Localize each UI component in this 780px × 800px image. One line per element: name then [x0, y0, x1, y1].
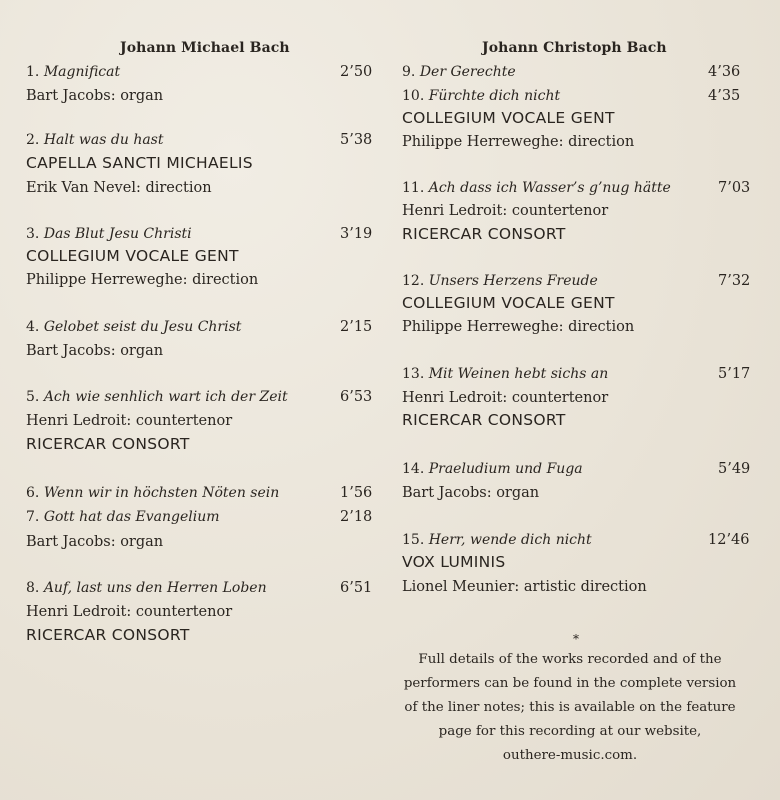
track-number: 14.	[402, 461, 425, 477]
ensemble-name: RICERCAR CONSORT	[26, 435, 190, 453]
performer-credit: Henri Ledroit: countertenor	[26, 413, 233, 429]
track-title	[26, 486, 279, 500]
performer-credit: Erik Van Nevel: direction	[26, 180, 212, 196]
track-title	[402, 533, 592, 547]
track-number: 4.	[26, 319, 40, 335]
track-duration: 4’36	[708, 64, 741, 80]
track-number: 12.	[402, 273, 425, 289]
track-duration: 2’15	[340, 319, 373, 335]
track-title	[26, 390, 288, 404]
track-title-text: Unsers Herzens Freude	[428, 273, 598, 289]
track-duration: 1’56	[340, 485, 373, 501]
performer-credit: Philippe Herreweghe: direction	[402, 319, 635, 335]
footnote-line: outhere-music.com.	[502, 748, 638, 763]
ensemble-name: COLLEGIUM VOCALE GENT	[402, 294, 615, 312]
performer-credit: Bart Jacobs: organ	[26, 534, 164, 550]
track-duration: 6’51	[340, 580, 373, 596]
track-duration: 6’53	[340, 389, 373, 405]
track-title-text: Der Gerechte	[419, 64, 516, 80]
track-title	[26, 320, 241, 334]
track-title-text: Fürchte dich nicht	[428, 88, 561, 104]
performer-credit: Lionel Meunier: artistic direction	[402, 579, 647, 595]
performer-credit: Philippe Herreweghe: direction	[26, 272, 259, 288]
track-title-text: Mit Weinen hebt sichs an	[428, 366, 609, 382]
track-duration: 3’19	[340, 226, 373, 242]
track-title	[402, 181, 671, 195]
track-number: 2.	[26, 132, 40, 148]
track-title	[402, 65, 516, 79]
track-title	[26, 227, 192, 241]
track-title-text: Das Blut Jesu Christi	[43, 226, 192, 242]
track-number: 8.	[26, 580, 40, 596]
performer-credit: Philippe Herreweghe: direction	[402, 134, 635, 150]
composer-heading: Johann Christoph Bach	[482, 40, 667, 56]
track-title-text: Ach wie senhlich wart ich der Zeit	[43, 389, 288, 405]
track-title	[402, 274, 598, 288]
track-title-text: Gott hat das Evangelium	[43, 509, 220, 525]
track-duration: 5’17	[718, 366, 751, 382]
track-duration: 12’46	[708, 532, 750, 548]
performer-credit: Bart Jacobs: organ	[402, 485, 540, 501]
ensemble-name: CAPELLA SANCTI MICHAELIS	[26, 154, 253, 172]
track-title	[26, 581, 267, 595]
track-duration: 5’38	[340, 132, 373, 148]
track-title-text: Ach dass ich Wasser’s g’nug hätte	[428, 180, 671, 196]
track-number: 11.	[402, 180, 425, 196]
track-title-text: Gelobet seist du Jesu Christ	[43, 319, 242, 335]
track-duration: 4’35	[708, 88, 741, 104]
performer-credit: Bart Jacobs: organ	[26, 343, 164, 359]
performer-credit: Henri Ledroit: countertenor	[402, 203, 609, 219]
track-title-text: Magnificat	[43, 64, 121, 80]
track-duration: 5’49	[718, 461, 751, 477]
track-title-text: Halt was du hast	[43, 132, 164, 148]
ensemble-name: COLLEGIUM VOCALE GENT	[26, 247, 239, 265]
track-title-text: Praeludium und Fuga	[428, 461, 583, 477]
track-number: 10.	[402, 88, 425, 104]
ensemble-name: VOX LUMINIS	[402, 553, 506, 571]
track-duration: 7’32	[718, 273, 751, 289]
track-duration: 7’03	[718, 180, 751, 196]
track-number: 3.	[26, 226, 40, 242]
track-number: 1.	[26, 64, 40, 80]
track-number: 13.	[402, 366, 425, 382]
track-duration: 2’18	[340, 509, 373, 525]
track-number: 6.	[26, 485, 40, 501]
ensemble-name: RICERCAR CONSORT	[26, 626, 190, 644]
ensemble-name: RICERCAR CONSORT	[402, 411, 566, 429]
ensemble-name: RICERCAR CONSORT	[402, 225, 566, 243]
track-number: 5.	[26, 389, 40, 405]
track-title	[402, 89, 560, 103]
track-title	[402, 462, 583, 476]
track-title	[26, 133, 164, 147]
footnote-line: page for this recording at our website,	[438, 724, 702, 739]
footnote	[400, 648, 740, 768]
track-title	[26, 65, 120, 79]
performer-credit: Henri Ledroit: countertenor	[26, 604, 233, 620]
performer-credit: Henri Ledroit: countertenor	[402, 390, 609, 406]
track-title-text: Herr, wende dich nicht	[428, 532, 592, 548]
asterisk-mark: *	[573, 632, 579, 646]
track-title-text: Wenn wir in höchsten Nöten sein	[43, 485, 280, 501]
track-number: 7.	[26, 509, 40, 525]
composer-heading: Johann Michael Bach	[120, 40, 290, 56]
track-duration: 2’50	[340, 64, 373, 80]
footnote-line: performers can be found in the complete version	[403, 676, 737, 691]
track-number: 15.	[402, 532, 425, 548]
track-title	[402, 367, 608, 381]
track-number: 9.	[402, 64, 416, 80]
track-title-text: Auf, last uns den Herren Loben	[43, 580, 267, 596]
footnote-line: of the liner notes; this is available on the feature	[404, 700, 736, 715]
footnote-line: Full details of the works recorded and of the	[418, 652, 722, 667]
track-title	[26, 510, 220, 524]
performer-credit: Bart Jacobs: organ	[26, 88, 164, 104]
ensemble-name: COLLEGIUM VOCALE GENT	[402, 109, 615, 127]
